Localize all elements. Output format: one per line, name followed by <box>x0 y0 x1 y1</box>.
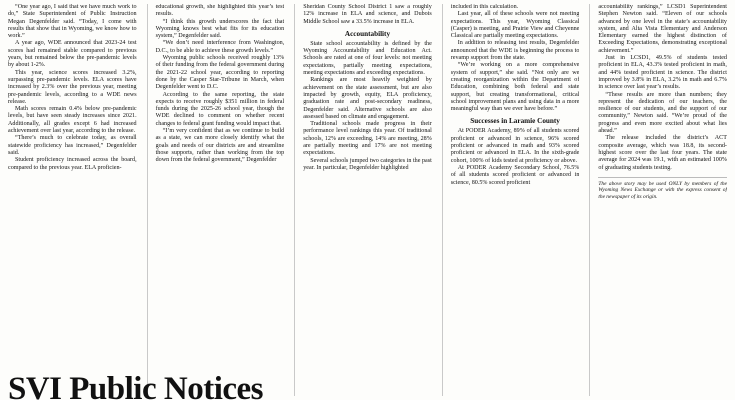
paragraph: A year ago, WDE announced that 2023-24 test scores had remained stable compared to previous years, but remained below the pre-pandemic levels by about 1-2%. <box>8 40 137 69</box>
column-1-body <box>8 4 137 396</box>
article-columns <box>8 4 727 396</box>
paragraph: Sheridan County School District 1 saw a roughly 12% increase in ELA and science, and Dubois Middle School saw a 33.5% increase in ELA. <box>303 4 432 25</box>
paragraph: State school accountability is defined by the Wyoming Accountability and Education Act. Schools are rated at one of four levels: not meeting expectations, partially meeting expectations, meeting expectations and exceeding expectations. <box>303 40 432 77</box>
paragraph: “I think this growth underscores the fact that Wyoming knows best what fits for its education system,” Degenfelder said. <box>155 18 285 40</box>
paragraph: According to the same reporting, the state expects to receive roughly $351 million in federal funds during the 2025-26 school year, though the WDE declined to comment on whether recent changes to federal grant funding would impact that. <box>155 91 285 127</box>
paragraph: educational growth, she highlighted this year’s test results. <box>155 4 285 18</box>
column-2 <box>147 4 285 396</box>
paragraph: Just in LCSD1, 49.5% of students tested proficient in ELA, 43.3% tested proficient in math, and 44% tested proficient in science. The district improved by 3.8% in ELA, 3.2% in math and 6.7% in science over last year’s results. <box>598 55 727 91</box>
paragraph: Several schools jumped two categories in the past year. In particular, Degenfelder highlighted <box>303 157 432 171</box>
masthead-title: SVI Public Notices <box>8 371 263 407</box>
paragraph: The release included the district’s ACT composite average, which was 18.8, its second-highest score over the last four years. The state average for 2024 was 19.1, with an estimated 100% of graduating students testing. <box>598 135 727 171</box>
column-4-body <box>451 4 580 396</box>
column-4 <box>442 4 580 396</box>
paragraph: At PODER Academy Secondary School, 76.5% of all students scored proficient or advanced in science, 80.5% scored proficient <box>450 164 580 186</box>
column-2-body <box>156 4 285 396</box>
column-1-bottom-spacer <box>8 172 137 206</box>
column-5 <box>589 4 727 396</box>
paragraph: “We don’t need interference from Washington, D.C., to be able to achieve these growth levels.” <box>155 40 285 54</box>
paragraph: In addition to releasing test results, Degenfelder announced that the WDE is beginning the process to revamp support from the state. <box>450 40 580 62</box>
paragraph: “These results are more than numbers; they represent the dedication of our teachers, the resilience of our students, and the support of our community,” Newton said. “We’re proud of the progress and even more excited about what lies ahead.” <box>598 91 727 135</box>
paragraph: “We’re working on a more comprehensive system of support,” she said. “Not only are we creating reorganization within the Department of Education, combining both federal and state support, but creating transformational, critical school improvement plans and using data in a more meaningful way than we ever have before.” <box>450 62 580 113</box>
paragraph: Traditional schools made progress in their performance level rankings this year. Of traditional schools, 12% are exceeding, 14% are meeting, 28% are partially meeting and 17% are not meeting expectations. <box>303 121 432 157</box>
paragraph: Student proficiency increased across the board, compared to the previous year. ELA proficien- <box>8 157 137 171</box>
paragraph: Wyoming public schools received roughly 13% of their funding from the federal government during the 2021-22 school year, according to reporting done by the Casper Star-Tribune in March, when Degenfelder went to D.C. <box>155 55 285 91</box>
paragraph: accountability rankings,” LCSD1 Superintendent Stephen Newton said. “Eleven of our schools advanced by one level in the state’s accountability system, and Alta Vista Elementary and Anderson Elementary earned the highest distinction of Exceeding Expectations, demonstrating exceptional achievement.” <box>598 4 727 54</box>
column-3 <box>294 4 432 396</box>
paragraph: included in this calculation. <box>450 4 519 10</box>
paragraph: Last year, all of these schools were not meeting expectations. This year, Wyoming Classical (Casper) is meeting, and Prairie View and Cheyenne Classical are partially meeting expectations. <box>450 11 580 40</box>
paragraph: At PODER Academy, 89% of all students scored proficient or advanced in science, 96% scored proficient or advanced in math and 93% scored proficient or advanced in ELA. In the sixth-grade cohort, 100% of kids tested at proficiency or above. <box>450 128 580 164</box>
paragraph: Math scores remain 0.4% below pre-pandemic levels, but have seen steady increases since 2021. Additionally, all grades except 6 had increased achievement over last year, according to the release. <box>8 106 137 135</box>
column-5-body <box>598 4 727 396</box>
section-heading-laramie-county: Successes in Laramie County <box>470 117 560 126</box>
paragraph: “I’m very confident that as we continue to build as a state, we can more closely identify what the goals and needs of our districts are and streamline those supports, rather than working from the top down from the federal government,” Degenfelder <box>155 128 285 164</box>
paragraph: “There’s much to celebrate today, as overall statewide proficiency has increased,” Degenfelder said. <box>8 135 137 156</box>
column-2-bottom-spacer <box>156 165 285 199</box>
paragraph: This year, science scores increased 3.2%, surpassing pre-pandemic levels. ELA scores have increased by 2.3% over the previous year, meeting pre-pandemic levels, according to a WDE news release. <box>8 69 137 105</box>
section-heading-accountability: Accountability <box>344 29 391 38</box>
column-1 <box>8 4 137 396</box>
usage-note: The above story may be used ONLY by members of the Wyoming News Exchange or with the express consent of the newspaper of its origin. <box>598 177 727 200</box>
paragraph: “One year ago, I said that we have much work to do,” State Superintendent of Public Instruction Megan Degenfelder said. “Today, I come with results that show that in Wyoming, we know how to work.” <box>8 4 137 40</box>
column-3-body <box>303 4 432 396</box>
paragraph: Rankings are most heavily weighted by achievement on the state assessment, but are also impacted by growth, equity, ELA proficiency, graduation rate and post-secondary readiness, Degenfelder said. Alternative schools are also assessed based on climate and engagement. <box>303 77 432 120</box>
